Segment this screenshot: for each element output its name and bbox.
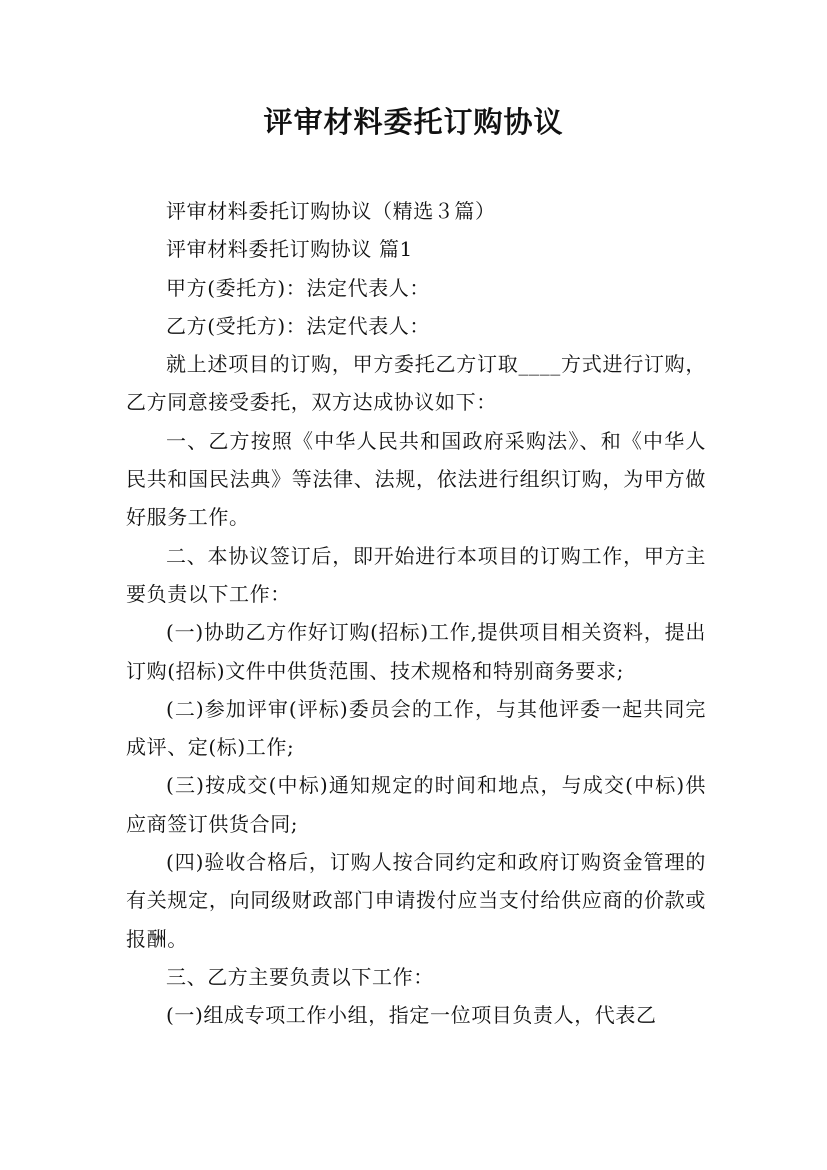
paragraph-clause-2-item-2: (二)参加评审(评标)委员会的工作，与其他评委一起共同完成评、定(标)工作; — [126, 696, 706, 760]
paragraph-clause-3: 三、乙方主要负责以下工作： — [166, 964, 434, 989]
paragraph-intro: 就上述项目的订购，甲方委托乙方订取____方式进行订购，乙方同意接受委托，双方达成协议如下： — [126, 352, 706, 415]
paragraph-party-b: 乙方(受托方)：法定代表人： — [166, 313, 431, 338]
paragraph-clause-1: 一、乙方按照《中华人民共和国政府采购法》、和《中华人民共和国民法典》等法律、法规，依法进行组织订购，为甲方做好服务工作。 — [126, 428, 706, 530]
paragraph-section-heading: 评审材料委托订购协议 篇1 — [166, 237, 413, 262]
paragraph-clause-2-item-4: (四)验收合格后，订购人按合同约定和政府订购资金管理的有关规定，向同级财政部门申请拨付应当支付给供应商的价款或报酬。 — [126, 850, 706, 951]
paragraph-clause-2: 二、本协议签订后，即开始进行本项目的订购工作，甲方主要负责以下工作： — [126, 543, 706, 606]
paragraph-subtitle: 评审材料委托订购协议（精选３篇） — [166, 199, 496, 223]
paragraph-clause-2-item-1: (一)协助乙方作好订购(招标)工作,提供项目相关资料，提出订购(招标)文件中供货范围、技术规格和特别商务要求; — [126, 620, 706, 683]
paragraph-clause-3-item-1: (一)组成专项工作小组，指定一位项目负责人，代表乙 — [166, 1003, 657, 1028]
document-body — [126, 192, 706, 1035]
document-title: 评审材料委托订购协议 — [263, 105, 564, 139]
paragraph-party-a: 甲方(委托方)：法定代表人： — [166, 275, 431, 300]
paragraph-clause-2-item-3: (三)按成交(中标)通知规定的时间和地点，与成交(中标)供应商签订供货合同; — [126, 773, 706, 836]
